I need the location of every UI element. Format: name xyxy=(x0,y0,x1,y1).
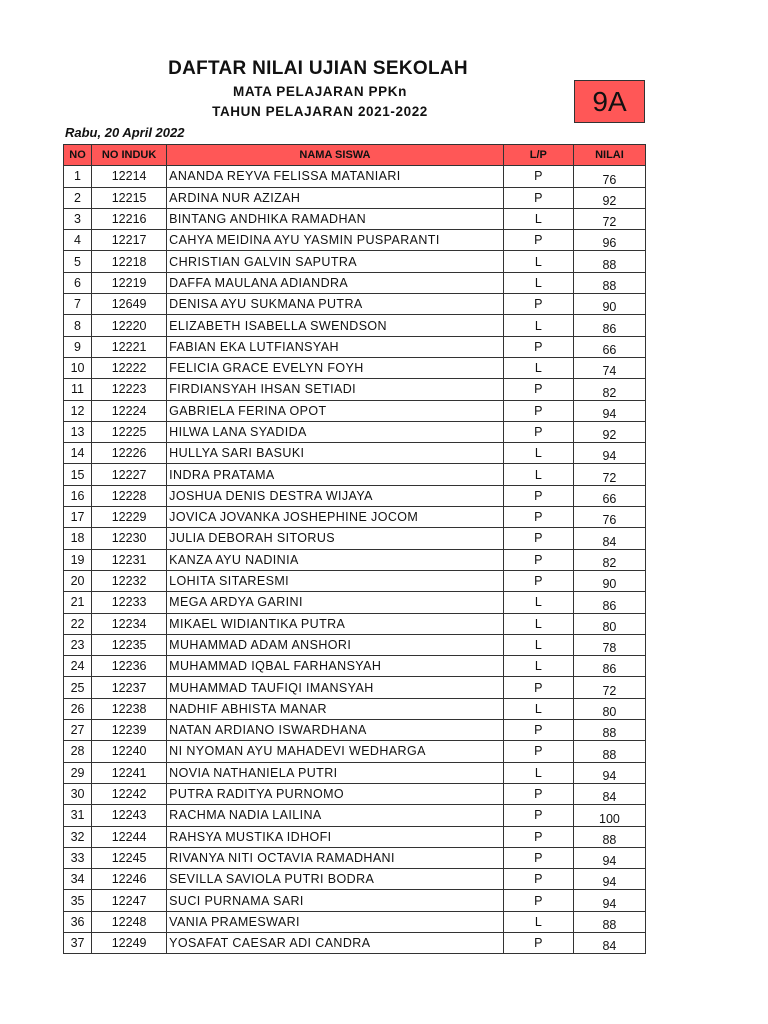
table-row xyxy=(64,272,646,293)
table-row xyxy=(64,826,646,847)
cell-nilai: 82 xyxy=(573,549,645,570)
cell-nama-siswa: SUCI PURNAMA SARI xyxy=(167,890,504,911)
cell-no: 16 xyxy=(64,485,92,506)
cell-lp: L xyxy=(503,357,573,378)
cell-lp: L xyxy=(503,634,573,655)
cell-nama-siswa: GABRIELA FERINA OPOT xyxy=(167,400,504,421)
cell-nama-siswa: DAFFA MAULANA ADIANDRA xyxy=(167,272,504,293)
cell-nilai: 94 xyxy=(573,847,645,868)
cell-no-induk: 12248 xyxy=(92,911,167,932)
table-row xyxy=(64,421,646,442)
table-row xyxy=(64,677,646,698)
cell-nilai: 72 xyxy=(573,208,645,229)
cell-no-induk: 12217 xyxy=(92,230,167,251)
cell-lp: P xyxy=(503,783,573,804)
table-row xyxy=(64,400,646,421)
cell-no: 9 xyxy=(64,336,92,357)
cell-no: 34 xyxy=(64,869,92,890)
cell-nama-siswa: LOHITA SITARESMI xyxy=(167,570,504,591)
document-title: DAFTAR NILAI UJIAN SEKOLAH xyxy=(168,58,468,79)
cell-nilai: 66 xyxy=(573,336,645,357)
table-row xyxy=(64,805,646,826)
cell-nilai: 88 xyxy=(573,741,645,762)
cell-no-induk: 12226 xyxy=(92,443,167,464)
cell-no: 13 xyxy=(64,421,92,442)
cell-nilai: 76 xyxy=(573,166,645,187)
cell-lp: P xyxy=(503,421,573,442)
table-row xyxy=(64,230,646,251)
cell-nilai: 88 xyxy=(573,272,645,293)
cell-nama-siswa: NATAN ARDIANO ISWARDHANA xyxy=(167,720,504,741)
cell-nama-siswa: ARDINA NUR AZIZAH xyxy=(167,187,504,208)
cell-lp: P xyxy=(503,336,573,357)
cell-nilai: 90 xyxy=(573,570,645,591)
cell-nama-siswa: MEGA ARDYA GARINI xyxy=(167,592,504,613)
cell-lp: P xyxy=(503,932,573,953)
table-row xyxy=(64,357,646,378)
table-row xyxy=(64,613,646,634)
table-header-row xyxy=(64,145,646,166)
cell-nilai: 88 xyxy=(573,720,645,741)
table-row xyxy=(64,762,646,783)
cell-no: 33 xyxy=(64,847,92,868)
cell-no: 10 xyxy=(64,357,92,378)
cell-no: 21 xyxy=(64,592,92,613)
cell-lp: L xyxy=(503,272,573,293)
cell-nilai: 84 xyxy=(573,932,645,953)
cell-lp: L xyxy=(503,762,573,783)
cell-lp: P xyxy=(503,677,573,698)
cell-no-induk: 12649 xyxy=(92,294,167,315)
table-row xyxy=(64,464,646,485)
cell-no-induk: 12245 xyxy=(92,847,167,868)
cell-nama-siswa: RACHMA NADIA LAILINA xyxy=(167,805,504,826)
cell-no: 1 xyxy=(64,166,92,187)
cell-lp: L xyxy=(503,464,573,485)
column-header-no-induk: NO INDUK xyxy=(92,145,167,166)
cell-no-induk: 12234 xyxy=(92,613,167,634)
cell-lp: P xyxy=(503,485,573,506)
cell-lp: P xyxy=(503,720,573,741)
table-row xyxy=(64,869,646,890)
cell-lp: L xyxy=(503,315,573,336)
cell-no: 14 xyxy=(64,443,92,464)
cell-no-induk: 12236 xyxy=(92,656,167,677)
table-row xyxy=(64,379,646,400)
cell-nama-siswa: FABIAN EKA LUTFIANSYAH xyxy=(167,336,504,357)
cell-lp: P xyxy=(503,400,573,421)
cell-no: 25 xyxy=(64,677,92,698)
cell-nama-siswa: CHRISTIAN GALVIN SAPUTRA xyxy=(167,251,504,272)
table-row xyxy=(64,847,646,868)
cell-nilai: 86 xyxy=(573,592,645,613)
cell-nama-siswa: FELICIA GRACE EVELYN FOYH xyxy=(167,357,504,378)
cell-lp: P xyxy=(503,847,573,868)
cell-nilai: 84 xyxy=(573,783,645,804)
cell-no: 30 xyxy=(64,783,92,804)
school-year-line: TAHUN PELAJARAN 2021-2022 xyxy=(212,104,428,119)
cell-no-induk: 12246 xyxy=(92,869,167,890)
cell-nama-siswa: ANANDA REYVA FELISSA MATANIARI xyxy=(167,166,504,187)
cell-nama-siswa: RAHSYA MUSTIKA IDHOFI xyxy=(167,826,504,847)
cell-nilai: 74 xyxy=(573,357,645,378)
cell-no-induk: 12241 xyxy=(92,762,167,783)
cell-no-induk: 12240 xyxy=(92,741,167,762)
cell-no: 11 xyxy=(64,379,92,400)
cell-nilai: 88 xyxy=(573,826,645,847)
cell-no: 6 xyxy=(64,272,92,293)
cell-lp: P xyxy=(503,805,573,826)
cell-no: 27 xyxy=(64,720,92,741)
cell-no: 3 xyxy=(64,208,92,229)
cell-lp: L xyxy=(503,592,573,613)
cell-nilai: 72 xyxy=(573,677,645,698)
cell-nilai: 80 xyxy=(573,698,645,719)
cell-no-induk: 12218 xyxy=(92,251,167,272)
table-row xyxy=(64,187,646,208)
cell-nama-siswa: NOVIA NATHANIELA PUTRI xyxy=(167,762,504,783)
cell-no-induk: 12220 xyxy=(92,315,167,336)
cell-no: 26 xyxy=(64,698,92,719)
cell-nilai: 92 xyxy=(573,187,645,208)
cell-nilai: 94 xyxy=(573,890,645,911)
cell-lp: P xyxy=(503,294,573,315)
cell-nama-siswa: RIVANYA NITI OCTAVIA RAMADHANI xyxy=(167,847,504,868)
cell-no-induk: 12232 xyxy=(92,570,167,591)
cell-nama-siswa: JOSHUA DENIS DESTRA WIJAYA xyxy=(167,485,504,506)
table-row xyxy=(64,720,646,741)
cell-lp: P xyxy=(503,869,573,890)
cell-nilai: 76 xyxy=(573,507,645,528)
table-row xyxy=(64,932,646,953)
table-row xyxy=(64,336,646,357)
cell-nama-siswa: CAHYA MEIDINA AYU YASMIN PUSPARANTI xyxy=(167,230,504,251)
cell-nilai: 94 xyxy=(573,443,645,464)
cell-no-induk: 12215 xyxy=(92,187,167,208)
cell-no-induk: 12227 xyxy=(92,464,167,485)
cell-lp: P xyxy=(503,166,573,187)
cell-nama-siswa: KANZA AYU NADINIA xyxy=(167,549,504,570)
cell-lp: L xyxy=(503,613,573,634)
table-row xyxy=(64,208,646,229)
cell-no-induk: 12222 xyxy=(92,357,167,378)
exam-date: Rabu, 20 April 2022 xyxy=(65,125,185,140)
cell-nilai: 84 xyxy=(573,528,645,549)
cell-no-induk: 12229 xyxy=(92,507,167,528)
cell-nilai: 94 xyxy=(573,762,645,783)
cell-lp: L xyxy=(503,443,573,464)
cell-lp: P xyxy=(503,890,573,911)
cell-no-induk: 12235 xyxy=(92,634,167,655)
cell-no-induk: 12230 xyxy=(92,528,167,549)
subject-line: MATA PELAJARAN PPKn xyxy=(233,84,407,99)
cell-no: 31 xyxy=(64,805,92,826)
cell-no: 15 xyxy=(64,464,92,485)
cell-no: 19 xyxy=(64,549,92,570)
cell-no-induk: 12231 xyxy=(92,549,167,570)
cell-no: 23 xyxy=(64,634,92,655)
cell-nama-siswa: MUHAMMAD ADAM ANSHORI xyxy=(167,634,504,655)
cell-nama-siswa: NI NYOMAN AYU MAHADEVI WEDHARGA xyxy=(167,741,504,762)
cell-no: 35 xyxy=(64,890,92,911)
table-row xyxy=(64,634,646,655)
table-row xyxy=(64,911,646,932)
cell-no: 17 xyxy=(64,507,92,528)
cell-no: 28 xyxy=(64,741,92,762)
cell-no-induk: 12244 xyxy=(92,826,167,847)
cell-nama-siswa: MIKAEL WIDIANTIKA PUTRA xyxy=(167,613,504,634)
cell-lp: L xyxy=(503,698,573,719)
cell-no: 37 xyxy=(64,932,92,953)
cell-lp: P xyxy=(503,528,573,549)
cell-lp: P xyxy=(503,826,573,847)
cell-nama-siswa: FIRDIANSYAH IHSAN SETIADI xyxy=(167,379,504,400)
cell-no-induk: 12228 xyxy=(92,485,167,506)
cell-no-induk: 12221 xyxy=(92,336,167,357)
cell-nama-siswa: DENISA AYU SUKMANA PUTRA xyxy=(167,294,504,315)
cell-nilai: 82 xyxy=(573,379,645,400)
cell-lp: P xyxy=(503,570,573,591)
table-row xyxy=(64,783,646,804)
cell-nilai: 80 xyxy=(573,613,645,634)
cell-no: 29 xyxy=(64,762,92,783)
cell-nama-siswa: SEVILLA SAVIOLA PUTRI BODRA xyxy=(167,869,504,890)
cell-nilai: 66 xyxy=(573,485,645,506)
cell-no: 4 xyxy=(64,230,92,251)
cell-nilai: 86 xyxy=(573,656,645,677)
cell-nilai: 88 xyxy=(573,251,645,272)
table-row xyxy=(64,528,646,549)
cell-lp: L xyxy=(503,251,573,272)
table-row xyxy=(64,741,646,762)
cell-no: 5 xyxy=(64,251,92,272)
cell-nilai: 72 xyxy=(573,464,645,485)
cell-no-induk: 12237 xyxy=(92,677,167,698)
cell-no-induk: 12224 xyxy=(92,400,167,421)
table-row xyxy=(64,890,646,911)
cell-nama-siswa: PUTRA RADITYA PURNOMO xyxy=(167,783,504,804)
cell-nilai: 88 xyxy=(573,911,645,932)
cell-nama-siswa: JOVICA JOVANKA JOSHEPHINE JOCOM xyxy=(167,507,504,528)
cell-no: 32 xyxy=(64,826,92,847)
cell-nilai: 90 xyxy=(573,294,645,315)
cell-nilai: 94 xyxy=(573,400,645,421)
table-row xyxy=(64,251,646,272)
table-row xyxy=(64,315,646,336)
cell-nilai: 78 xyxy=(573,634,645,655)
cell-lp: P xyxy=(503,549,573,570)
cell-nama-siswa: JULIA DEBORAH SITORUS xyxy=(167,528,504,549)
cell-lp: L xyxy=(503,911,573,932)
cell-nama-siswa: HILWA LANA SYADIDA xyxy=(167,421,504,442)
column-header-nama-siswa: NAMA SISWA xyxy=(167,145,504,166)
cell-nama-siswa: BINTANG ANDHIKA RAMADHAN xyxy=(167,208,504,229)
cell-no-induk: 12249 xyxy=(92,932,167,953)
cell-no-induk: 12219 xyxy=(92,272,167,293)
table-row xyxy=(64,507,646,528)
cell-no: 22 xyxy=(64,613,92,634)
column-header-no: NO xyxy=(64,145,92,166)
cell-nilai: 86 xyxy=(573,315,645,336)
class-badge: 9A xyxy=(574,80,645,123)
cell-no: 18 xyxy=(64,528,92,549)
table-row xyxy=(64,570,646,591)
cell-no: 24 xyxy=(64,656,92,677)
cell-nilai: 96 xyxy=(573,230,645,251)
cell-lp: P xyxy=(503,230,573,251)
cell-nama-siswa: MUHAMMAD TAUFIQI IMANSYAH xyxy=(167,677,504,698)
cell-no-induk: 12247 xyxy=(92,890,167,911)
cell-nama-siswa: MUHAMMAD IQBAL FARHANSYAH xyxy=(167,656,504,677)
table-row xyxy=(64,698,646,719)
cell-no-induk: 12242 xyxy=(92,783,167,804)
cell-nama-siswa: VANIA PRAMESWARI xyxy=(167,911,504,932)
cell-no: 20 xyxy=(64,570,92,591)
cell-lp: P xyxy=(503,507,573,528)
cell-lp: P xyxy=(503,741,573,762)
table-row xyxy=(64,549,646,570)
cell-no: 7 xyxy=(64,294,92,315)
cell-nilai: 94 xyxy=(573,869,645,890)
cell-nama-siswa: ELIZABETH ISABELLA SWENDSON xyxy=(167,315,504,336)
cell-nama-siswa: HULLYA SARI BASUKI xyxy=(167,443,504,464)
cell-nilai: 100 xyxy=(573,805,645,826)
table-row xyxy=(64,166,646,187)
cell-no-induk: 12223 xyxy=(92,379,167,400)
cell-no: 8 xyxy=(64,315,92,336)
grades-table xyxy=(63,144,646,954)
cell-no-induk: 12233 xyxy=(92,592,167,613)
cell-no-induk: 12214 xyxy=(92,166,167,187)
cell-lp: L xyxy=(503,208,573,229)
table-row xyxy=(64,294,646,315)
table-row xyxy=(64,656,646,677)
column-header-lp: L/P xyxy=(503,145,573,166)
cell-no-induk: 12239 xyxy=(92,720,167,741)
cell-no: 36 xyxy=(64,911,92,932)
table-row xyxy=(64,443,646,464)
cell-lp: P xyxy=(503,187,573,208)
cell-nilai: 92 xyxy=(573,421,645,442)
cell-lp: P xyxy=(503,379,573,400)
cell-no: 12 xyxy=(64,400,92,421)
table-row xyxy=(64,592,646,613)
cell-no-induk: 12225 xyxy=(92,421,167,442)
table-row xyxy=(64,485,646,506)
cell-no-induk: 12238 xyxy=(92,698,167,719)
cell-nama-siswa: NADHIF ABHISTA MANAR xyxy=(167,698,504,719)
column-header-nilai: NILAI xyxy=(573,145,645,166)
cell-no-induk: 12243 xyxy=(92,805,167,826)
cell-nama-siswa: YOSAFAT CAESAR ADI CANDRA xyxy=(167,932,504,953)
cell-lp: L xyxy=(503,656,573,677)
cell-no-induk: 12216 xyxy=(92,208,167,229)
cell-no: 2 xyxy=(64,187,92,208)
cell-nama-siswa: INDRA PRATAMA xyxy=(167,464,504,485)
